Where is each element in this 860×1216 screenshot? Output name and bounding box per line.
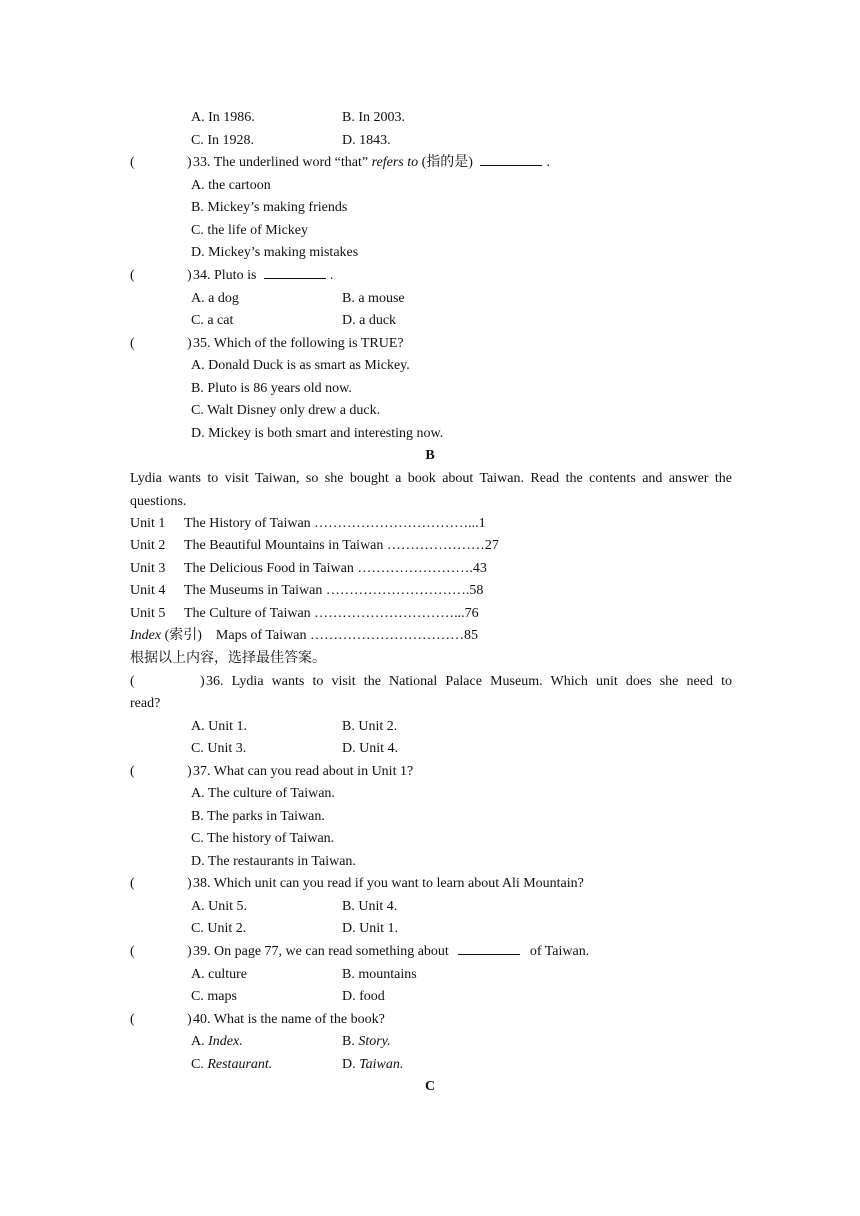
q40-option-d bbox=[342, 1054, 403, 1077]
option-letter: C. bbox=[191, 1057, 208, 1072]
question-text-part: 34. Pluto is bbox=[193, 268, 257, 283]
answer-bracket-close: ) bbox=[187, 764, 192, 779]
option-text: Index. bbox=[208, 1034, 243, 1049]
q33-option-a: A. the cartoon bbox=[191, 178, 271, 193]
unit-number: Unit 4 bbox=[130, 583, 166, 598]
unit-title: The History of Taiwan ……………………………...1 bbox=[184, 516, 486, 531]
unit-number: Unit 1 bbox=[130, 516, 166, 531]
contents-unit-4 bbox=[130, 580, 483, 603]
q37-option-b: B. The parks in Taiwan. bbox=[191, 809, 325, 824]
question-37 bbox=[130, 761, 732, 784]
section-b-instruction: 根据以上内容，选择最佳答案。 bbox=[130, 651, 326, 666]
unit-title: The Delicious Food in Taiwan …………………….43 bbox=[184, 561, 487, 576]
q34-option-c: C. a cat bbox=[191, 313, 234, 328]
option-text: Story. bbox=[358, 1034, 391, 1049]
answer-bracket-open: ( bbox=[130, 1012, 135, 1027]
answer-bracket-open: ( bbox=[130, 336, 135, 351]
q38-option-b: B. Unit 4. bbox=[342, 899, 398, 914]
unit-number: Unit 2 bbox=[130, 538, 166, 553]
question-text-part: 39. On page 77, we can read something about bbox=[193, 944, 449, 959]
question-italic-term: refers to bbox=[371, 155, 419, 170]
unit-number: Unit 5 bbox=[130, 606, 166, 621]
index-label: Index bbox=[130, 628, 162, 643]
q32-option-a: A. In 1986. bbox=[191, 110, 255, 125]
question-36 bbox=[130, 671, 732, 694]
q39-option-b: B. mountains bbox=[342, 967, 417, 982]
q40-option-c bbox=[191, 1054, 272, 1077]
question-text-part: of Taiwan. bbox=[529, 944, 590, 959]
q36-option-a: A. Unit 1. bbox=[191, 719, 247, 734]
unit-title: The Beautiful Mountains in Taiwan …………………27 bbox=[184, 538, 499, 553]
question-text bbox=[193, 941, 589, 964]
q35-option-d: D. Mickey is both smart and interesting now. bbox=[191, 426, 444, 441]
contents-unit-2 bbox=[130, 535, 499, 558]
question-text: 40. What is the name of the book? bbox=[193, 1012, 385, 1027]
question-39 bbox=[130, 941, 732, 964]
option-letter: A. bbox=[191, 1034, 209, 1049]
q35-option-b: B. Pluto is 86 years old now. bbox=[191, 381, 352, 396]
question-text: 37. What can you read about in Unit 1? bbox=[193, 764, 414, 779]
answer-blank bbox=[458, 942, 520, 955]
question-end: . bbox=[546, 155, 550, 170]
question-36-continued: read? bbox=[130, 696, 161, 711]
q33-option-b: B. Mickey’s making friends bbox=[191, 200, 348, 215]
q37-option-d: D. The restaurants in Taiwan. bbox=[191, 854, 356, 869]
unit-title: The Culture of Taiwan …………………………...76 bbox=[184, 606, 479, 621]
q32-option-b: B. In 2003. bbox=[342, 110, 405, 125]
section-c-heading: C bbox=[424, 1079, 436, 1094]
q36-option-d: D. Unit 4. bbox=[342, 741, 398, 756]
answer-bracket-close: ) bbox=[187, 155, 192, 170]
answer-bracket-open: ( bbox=[130, 268, 135, 283]
answer-blank bbox=[480, 153, 542, 166]
question-text bbox=[193, 152, 550, 175]
contents-index bbox=[130, 625, 478, 648]
question-end: . bbox=[329, 268, 334, 283]
answer-bracket-close: ) bbox=[187, 268, 192, 283]
question-text: 36. Lydia wants to visit the National Palace Museum. Which unit does she need to bbox=[206, 674, 732, 689]
question-text bbox=[193, 265, 333, 288]
question-text: 35. Which of the following is TRUE? bbox=[193, 336, 404, 351]
q38-option-d: D. Unit 1. bbox=[342, 921, 398, 936]
question-text-part: (指的是) bbox=[418, 155, 473, 170]
q38-option-a: A. Unit 5. bbox=[191, 899, 247, 914]
answer-bracket-close: ) bbox=[187, 336, 192, 351]
index-title: (索引) Maps of Taiwan ……………………………85 bbox=[161, 628, 478, 643]
question-33 bbox=[130, 152, 732, 175]
q33-option-d: D. Mickey’s making mistakes bbox=[191, 245, 359, 260]
unit-title: The Museums in Taiwan ………………………….58 bbox=[184, 583, 484, 598]
q39-option-d: D. food bbox=[342, 989, 385, 1004]
q38-option-c: C. Unit 2. bbox=[191, 921, 247, 936]
q32-option-d: D. 1843. bbox=[342, 133, 391, 148]
answer-bracket-open: ( bbox=[130, 674, 135, 689]
answer-bracket-close: ) bbox=[187, 944, 192, 959]
q33-option-c: C. the life of Mickey bbox=[191, 223, 309, 238]
question-34 bbox=[130, 265, 732, 288]
answer-bracket-close: ) bbox=[187, 1012, 192, 1027]
option-letter: B. bbox=[342, 1034, 359, 1049]
answer-bracket-close: ) bbox=[200, 674, 205, 689]
question-38 bbox=[130, 873, 732, 896]
q37-option-c: C. The history of Taiwan. bbox=[191, 831, 335, 846]
answer-bracket-open: ( bbox=[130, 764, 135, 779]
section-b-heading: B bbox=[425, 448, 435, 463]
answer-bracket-open: ( bbox=[130, 944, 135, 959]
q40-option-b bbox=[342, 1031, 391, 1054]
q35-option-c: C. Walt Disney only drew a duck. bbox=[191, 403, 381, 418]
answer-blank bbox=[264, 266, 326, 279]
q40-option-a bbox=[191, 1031, 243, 1054]
question-35 bbox=[130, 333, 732, 356]
q34-option-d: D. a duck bbox=[342, 313, 397, 328]
question-text-part: 33. The underlined word “that” bbox=[193, 155, 372, 170]
answer-bracket-open: ( bbox=[130, 876, 135, 891]
option-text: Restaurant. bbox=[207, 1057, 273, 1072]
answer-bracket-open: ( bbox=[130, 155, 135, 170]
contents-unit-5 bbox=[130, 603, 479, 626]
answer-bracket-close: ) bbox=[187, 876, 192, 891]
contents-unit-3 bbox=[130, 558, 487, 581]
section-b-intro: Lydia wants to visit Taiwan, so she bought a book about Taiwan. Read the contents and answer the questions. bbox=[130, 471, 732, 509]
q36-option-b: B. Unit 2. bbox=[342, 719, 398, 734]
q37-option-a: A. The culture of Taiwan. bbox=[191, 786, 335, 801]
q32-option-c: C. In 1928. bbox=[191, 133, 254, 148]
q39-option-a: A. culture bbox=[191, 967, 247, 982]
q34-option-a: A. a dog bbox=[191, 291, 239, 306]
question-40 bbox=[130, 1009, 732, 1032]
q35-option-a: A. Donald Duck is as smart as Mickey. bbox=[191, 358, 410, 373]
option-letter: D. bbox=[342, 1057, 360, 1072]
q36-option-c: C. Unit 3. bbox=[191, 741, 247, 756]
q34-option-b: B. a mouse bbox=[342, 291, 405, 306]
unit-number: Unit 3 bbox=[130, 561, 166, 576]
question-text: 38. Which unit can you read if you want to learn about Ali Mountain? bbox=[193, 876, 584, 891]
option-text: Taiwan. bbox=[359, 1057, 404, 1072]
contents-unit-1 bbox=[130, 513, 486, 536]
q39-option-c: C. maps bbox=[191, 989, 237, 1004]
